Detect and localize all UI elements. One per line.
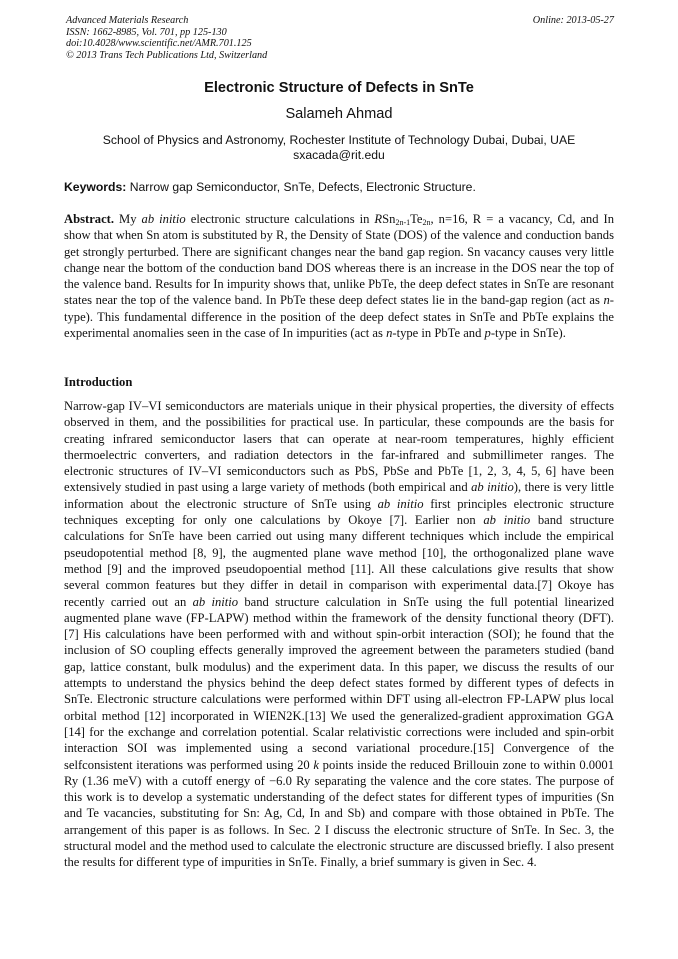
journal-name: Advanced Materials Research [66,15,189,26]
intro-italic: ab initio [471,480,514,495]
formula-element: Te [410,212,423,226]
section-heading: Introduction [64,375,133,389]
formula-subscript: 2n-1 [395,218,411,227]
formula-symbol: R [374,212,383,226]
formula-subscript: 2n [422,218,431,227]
abstract-label: Abstract. [64,212,115,226]
abstract-text: -type in SnTe). [490,326,566,341]
abstract-text: My [119,212,137,226]
abstract-italic: n [386,326,393,341]
intro-paragraph [64,398,614,871]
formula-element: Sn [382,212,396,226]
journal-issn: ISSN: 1662-8985, Vol. 701, pp 125-130 [66,26,227,38]
keywords-text: Narrow gap Semiconductor, SnTe, Defects, Electronic Structure. [129,180,476,194]
intro-text: first principles electronic structure techniques excepting for only one calculations by Okoye [7]. Earlier non [64,496,614,528]
intro-text: band structure calculations for SnTe have been carried out using many different techniques which include the empirical pseudopotential method [8, 9], the augmented plane wave method [10], the orthogonalized plane wave method [9] and the improved pseudopoential method [11]. All these calculations give results that show several common features but they differ in detail in comparison with experimental data.[7] Okoye has recently carried out an [64,513,614,609]
abstract-italic: ab initio [141,212,186,226]
online-date: Online: 2013-05-27 [532,15,614,26]
abstract-paragraph [64,211,614,341]
affiliation: School of Physics and Astronomy, Rochester Institute of Technology Dubai, Dubai, UAE [102,133,576,147]
abstract-text: -type). This fundamental difference in the position of the deep defect states in SnTe and PbTe explains the experimental anomalies seen in the case of In impurities (act as [64,293,614,341]
intro-text: Narrow-gap IV–VI semiconductors are materials unique in their physical properties, the diversity of effects observed in them, and the possibilities for practical use. In particular, these compounds are the basis for creating infrared semiconductor lasers that can operate at near-room temperatures, highly efficient thermoelectric converters, and radiation detectors in the far-infrared and submillimeter ranges. The electronic structures of IV–VI semiconductors such as PbS, PbSe and PbTe [1, 2, 3, 4, 5, 6] have been extensively studied in past using a large variety of methods (both empirical and [64,399,614,495]
journal-doi: doi:10.4028/www.scientific.net/AMR.701.125 [66,38,252,50]
keywords-line [64,180,614,194]
author-email: sxacada@rit.edu [293,148,385,162]
intro-text: ), there is very little information about the electronic structure of SnTe using [64,480,614,511]
abstract-text: , n=16, R = a vacancy, Cd, and In show that when Sn atom is substituted by R, the Density of State (DOS) of the valence and conduction bands get strongly perturbed. There are significant changes near the band gap region. Sn vacancy causes very little change near the bottom of the conduction band DOS whereas there is an increase in the DOS near the top of the valence band. Results for In impurity shows that, unlike PbTe, the deep defect states in SnTe are resonant states near the top of the valence band. In PbTe these deep defect states lie in the band-gap region (act as [64,212,615,308]
abstract-text: electronic structure calculations in [190,212,370,226]
paper-title: Electronic Structure of Defects in SnTe [204,80,474,96]
intro-italic: ab initio [192,594,239,609]
abstract-italic: p [484,326,491,341]
journal-header [66,15,614,61]
intro-text: points inside the reduced Brillouin zone to within 0.0001 Ry (1.36 meV) with a cutoff energy of −6.0 Ry separating the valence and the core states. The purpose of this work is to develop a systematic understanding of the defect states for different types of impurities (Sn and Te vacancies, substituting for Sn: Ag, Cd, In and Sb) and compare with those obtained in PbTe. The arrangement of this paper is as follows. In Sec. 2 I discuss the electronic structure of SnTe. In Sec. 3, the structural model and the method used to calculate the electronic structure are discussed briefly. I also present the results for different type of impurities in SnTe. Finally, a brief summary is given in Sec. 4. [64,757,614,870]
abstract-text: -type in PbTe and [392,326,482,341]
author-name: Salameh Ahmad [285,106,393,122]
intro-italic: k [313,757,319,772]
intro-italic: ab initio [377,496,424,511]
abstract-italic: n [603,293,610,308]
intro-text: band structure calculation in SnTe using the full potential linearized augmented plane wave (FP-LAPW) method within the framework of the density functional theory (DFT). [7] His calculations have been performed with and without spin-orbit interaction (SOI); he found that the inclusion of SO coupling effects generally improved the agreement between the parameters studied (band gap, lattice constant, bulk modulus) and the experiment data. In this paper, we discuss the results of our attempts to understand the physics behind the deep defect states formed by different types of defects in SnTe. Electronic structure calculations were performed within DFT using all-electron FP-LAPW plus local orbital method [12] incorporated in WIEN2K.[13] We used the generalized-gradient approximation GGA [14] for the exchange and correlation potential. Scalar relativistic corrections were included and spin-orbit interaction SOI was implemented using a second variational procedure.[15] Convergence of the selfconsistent iterations was performed using 20 [64,594,614,772]
intro-italic: ab initio [483,513,531,528]
journal-copyright: © 2013 Trans Tech Publications Ltd, Switzerland [66,49,268,61]
affiliation-block [0,133,678,163]
keywords-label: Keywords: [64,180,127,194]
